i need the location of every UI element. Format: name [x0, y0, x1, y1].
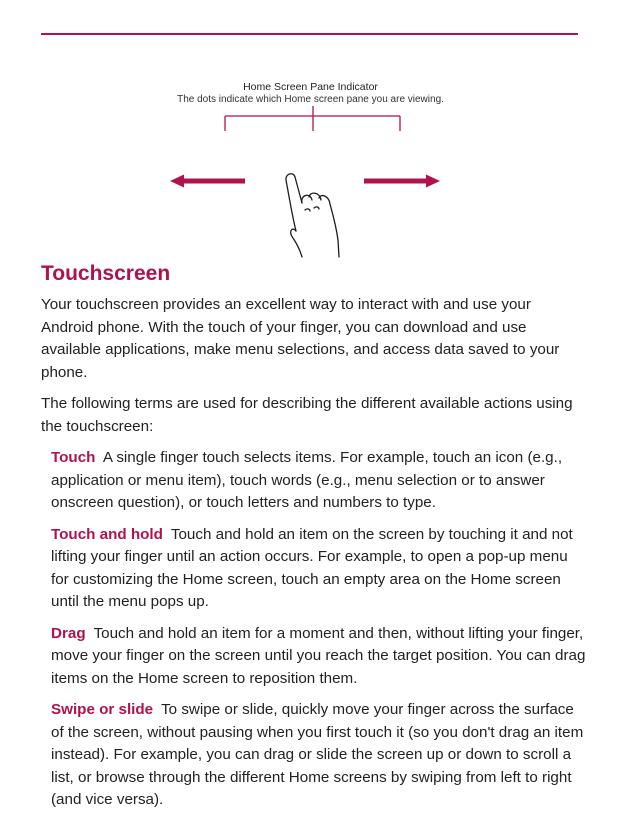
term-label: Drag — [51, 624, 86, 642]
term-label: Touch — [51, 449, 96, 466]
intro-paragraph: Your touchscreen provides an excellent way to interact with and use your Android phone. With the touch of your finger, you can download and use available applications, make menu selections, and access data saved to your phone. — [41, 296, 560, 381]
section-title: Touchscreen — [41, 262, 171, 285]
term-label: Swipe or slide — [51, 701, 154, 718]
right-arrow-icon — [364, 175, 440, 188]
term-touch — [51, 447, 586, 515]
indicator-bracket — [225, 106, 400, 131]
left-arrow-icon — [170, 175, 245, 188]
term-description: Touch and hold an item for a moment and then, without lifting your finger, move your finger on the screen until you reach the target position. You can drag items on the Home screen to reposition them. — [51, 624, 586, 687]
term-touch-and-hold — [51, 524, 586, 614]
hand-finger-icon — [286, 174, 339, 257]
intro-terms-paragraph: The following terms are used for describing the different available actions using the touchscreen: — [41, 395, 573, 435]
term-description: A single finger touch selects items. For example, touch an icon (e.g., application or menu item), touch words (e.g., menu selection or to answer onscreen question), or touch letters and numbers to type. — [51, 449, 563, 511]
figure-graphics — [0, 0, 621, 265]
term-drag — [51, 623, 586, 691]
section-body — [41, 294, 586, 821]
indicator-description: The dots indicate which Home screen pane you are viewing. — [177, 94, 444, 105]
term-swipe-or-slide — [51, 699, 586, 812]
term-label: Touch and hold — [51, 525, 163, 543]
term-description: To swipe or slide, quickly move your finger across the surface of the screen, without pausing when you first touch it (so you don't drag an item instead). For example, you can drag or slide the screen up or down to scroll a list, or browse through the different Home screens by swiping from left to right (and vice versa). — [51, 701, 584, 808]
term-description: Touch and hold an item on the screen by touching it and not lifting your finger until an action occurs. For example, to open a pop-up menu for customizing the Home screen, touch an empty area on the Home screen until the menu pops up. — [51, 525, 573, 610]
home-screen-swipe-figure — [0, 0, 621, 265]
indicator-title: Home Screen Pane Indicator — [243, 81, 378, 93]
